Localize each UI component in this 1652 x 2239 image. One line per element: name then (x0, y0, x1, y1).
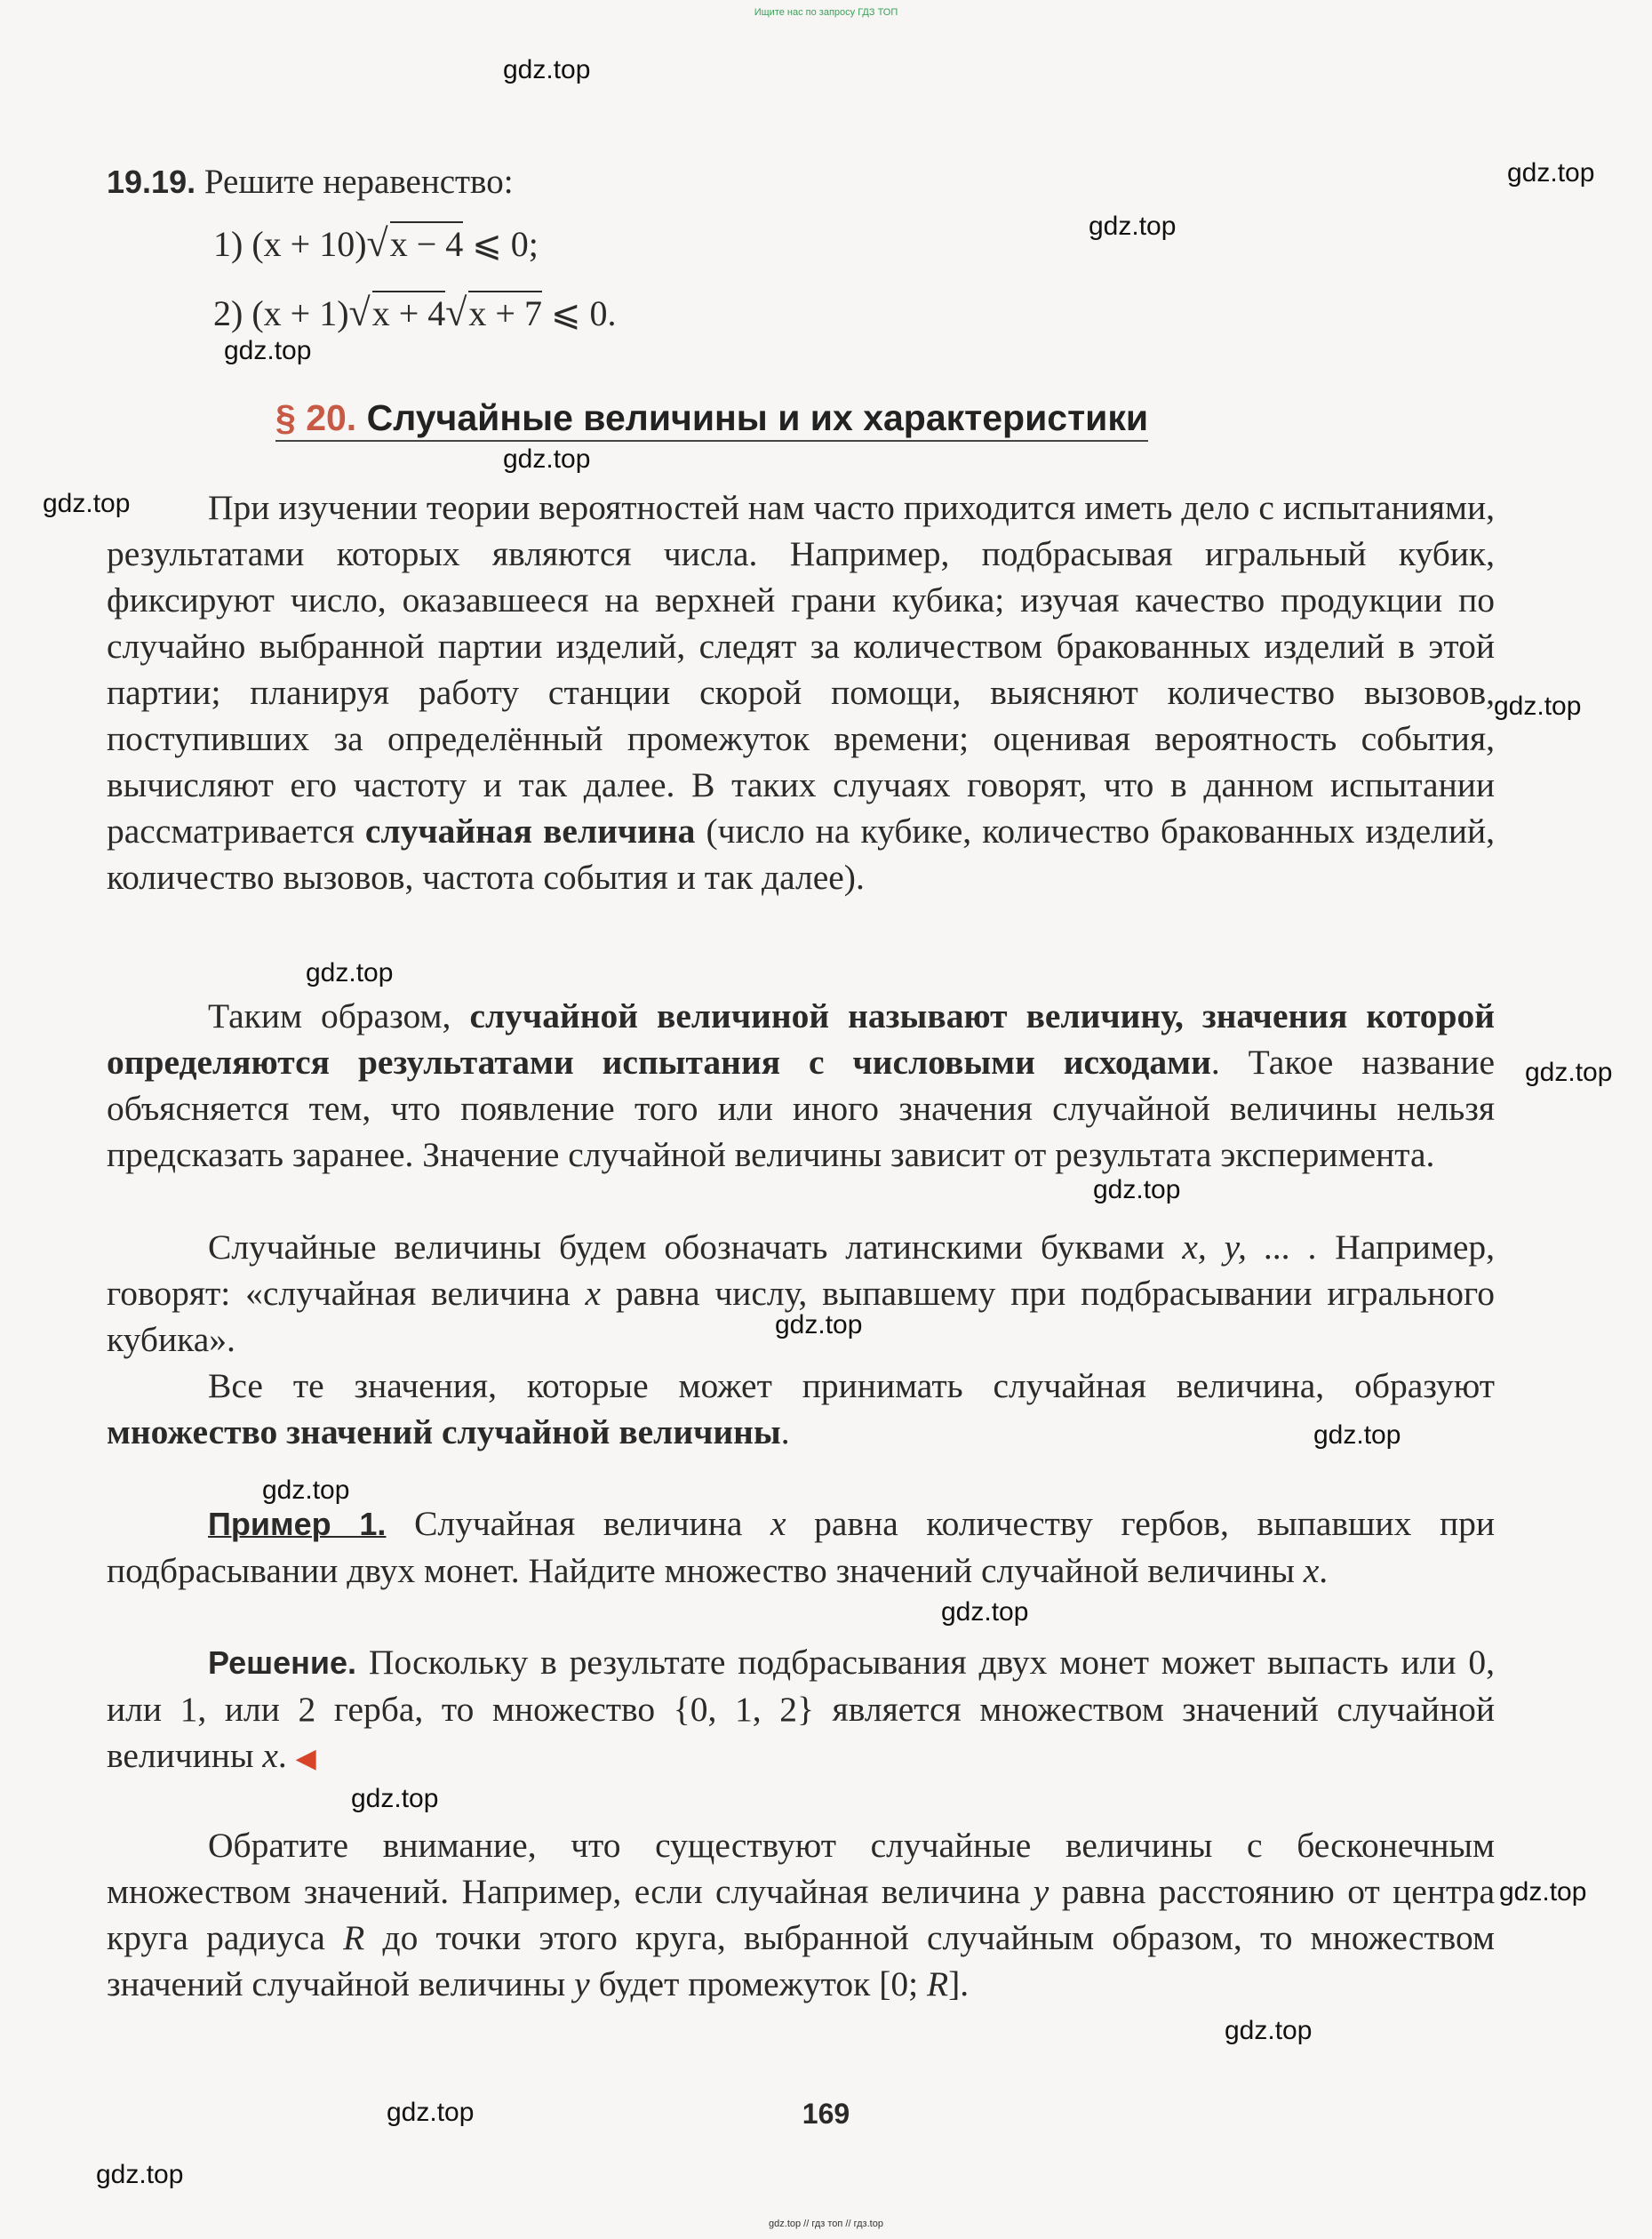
bottom-banner: gdz.top // гдз топ // гдз.top (769, 2219, 883, 2229)
watermark: gdz.top (503, 55, 591, 84)
section-number: § 20. (275, 397, 357, 438)
watermark: gdz.top (306, 958, 394, 988)
paragraph-value-set: Все те значения, которые может принимать случайная величина, образуют множество значений случайной величины. (107, 1366, 1495, 1451)
end-of-solution-icon: ◀ (295, 1744, 316, 1773)
watermark: gdz.top (224, 336, 312, 365)
sqrt-symbol: √ (348, 291, 371, 334)
watermark: gdz.top (1225, 2016, 1313, 2045)
paragraph-infinite-set: Обратите внимание, что существуют случайные величины с бесконечным множеством значений. Например, если случайная величина y равна расстоянию от центра круга радиуса R до точки этого круга, выбранной случайным образом, то множеством значений случайной величины y будет промежуток [0; R]. (107, 1826, 1496, 2003)
inequality-1: 1) (x + 10)√x − 4 ⩽ 0; (213, 221, 539, 265)
radicand: x − 4 (390, 221, 464, 265)
exercise-header (107, 162, 514, 202)
term-value-set: множество значений случайной величины (107, 1412, 781, 1451)
paragraph-intro: При изучении теории вероятностей нам часто приходится иметь дело с испытаниями, результатами которых являются числа. Например, подбрасывая игральный кубик, фиксируют число, оказавшееся на верхней грани кубика; изучая качество продукции по случайно выбранной партии изделий, следят за количеством бракованных изделий в этой партии; планируя работу станции скорой помощи, выясняют количество вызовов, поступивших за определённый промежуток времени; оценивая вероятность события, вычисляют его частоту и так далее. В таких случаях говорят, что в данном испытании рассматривается случайная величина (число на кубике, количество бракованных изделий, количество вызовов, частота события и так далее). (107, 488, 1496, 897)
watermark: gdz.top (1093, 1175, 1181, 1204)
watermark: gdz.top (1494, 692, 1582, 721)
exercise-number: 19.19. (107, 164, 196, 200)
radicand: x + 4 (372, 291, 446, 334)
watermark: gdz.top (775, 1310, 863, 1339)
sqrt-symbol: √ (445, 291, 467, 334)
watermark: gdz.top (1313, 1420, 1401, 1450)
example-label: Пример 1. (208, 1506, 387, 1542)
definition-bold: случайной величиной называют величину, значения которой определяются результатами испытания с числовыми исходами (107, 996, 1496, 1082)
sqrt-symbol: √ (366, 221, 388, 265)
exercise-prompt: Решите неравенство: (204, 163, 514, 201)
section-heading (275, 397, 1148, 442)
section-title: Случайные величины и их характеристики (366, 397, 1149, 438)
watermark: gdz.top (351, 1784, 439, 1813)
top-banner: Ищите нас по запросу ГДЗ ТОП (754, 7, 898, 18)
inequality-2: 2) (x + 1)√x + 4√x + 7 ⩽ 0. (213, 291, 617, 334)
watermark: gdz.top (262, 1475, 350, 1505)
watermark: gdz.top (1499, 1877, 1587, 1907)
watermark: gdz.top (1525, 1058, 1613, 1087)
paragraph-definition: Таким образом, случайной величиной называют величину, значения которой определяются результатами испытания с числовыми исходами. Такое название объясняется тем, что появление того или иного значения случайной величины нельзя предсказать заранее. Значение случайной величины зависит от результата эксперимента. (107, 996, 1496, 1174)
example-1: Пример 1. Случайная величина x равна количеству гербов, выпавших при подбрасывании двух монет. Найдите множество значений случайной величины x. (107, 1504, 1495, 1590)
watermark: gdz.top (387, 2098, 475, 2127)
watermark: gdz.top (1507, 158, 1595, 188)
solution-label: Решение. (208, 1644, 357, 1681)
radicand: x + 7 (468, 291, 542, 334)
watermark: gdz.top (503, 444, 591, 474)
paragraph-notation: Случайные величины будем обозначать латинскими буквами x, y, ... . Например, говорят: «случайная величина x равна числу, выпавшему при подбрасывании игрального кубика». (107, 1227, 1496, 1359)
watermark: gdz.top (1089, 212, 1177, 241)
watermark: gdz.top (96, 2160, 184, 2189)
term-random-variable: случайная величина (364, 812, 696, 851)
solution-1: Решение. Поскольку в результате подбрасывания двух монет может выпасть или 0, или 1, или 2 герба, то множество {0, 1, 2} является множеством значений случайной величины x. ◀ (107, 1643, 1495, 1775)
watermark: gdz.top (941, 1597, 1029, 1627)
watermark: gdz.top (43, 489, 131, 518)
page-number: 169 (802, 2098, 850, 2130)
